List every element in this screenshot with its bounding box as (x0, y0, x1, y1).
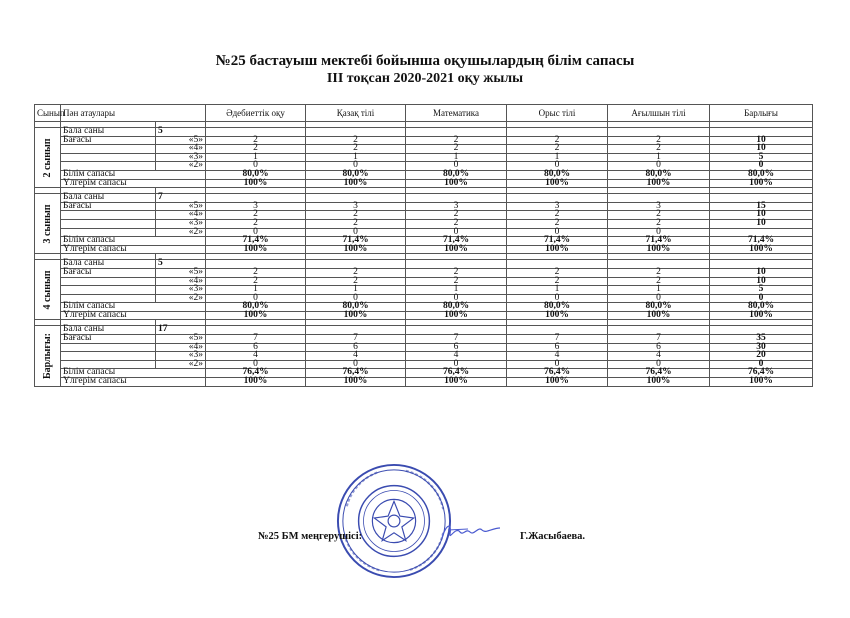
progress-value: 100% (206, 179, 306, 188)
grade-count: 0 (206, 360, 306, 369)
grade-count: 0 (507, 294, 608, 303)
row-label: Бағасы (61, 202, 156, 211)
quality-value: 80,0% (608, 303, 710, 312)
class-name: 3 сынып (41, 204, 53, 244)
progress-value: 100% (608, 179, 710, 188)
progress-value: 100% (507, 179, 608, 188)
grade-count: 1 (608, 153, 710, 162)
grade-count: 2 (206, 277, 306, 286)
class-label (35, 128, 61, 188)
quality-value: 71,4% (206, 237, 306, 246)
table-row (35, 277, 813, 286)
grade-count: 0 (206, 228, 306, 237)
table-row (35, 326, 813, 335)
grade-label: «5» (156, 202, 206, 211)
grade-label: «2» (156, 228, 206, 237)
table-row (35, 237, 813, 246)
grade-label: «2» (156, 294, 206, 303)
row-label (61, 286, 156, 295)
class-name: Барлығы: (41, 333, 53, 380)
row-label: Бала саны (61, 194, 156, 203)
quality-value: 80,0% (710, 303, 813, 312)
row-label: Бағасы (61, 268, 156, 277)
grade-count: 6 (507, 343, 608, 352)
grade-count: 2 (608, 219, 710, 228)
count-value: 5 (156, 128, 206, 137)
grade-count: 2 (507, 136, 608, 145)
grade-count: 4 (608, 352, 710, 361)
quality-value: 80,0% (507, 170, 608, 179)
grade-count: 0 (306, 294, 406, 303)
header-cell: Пән атаулары (61, 105, 206, 122)
official-stamp (335, 462, 453, 580)
quality-value: 76,4% (608, 369, 710, 378)
quality-value: 80,0% (306, 303, 406, 312)
report-subtitle: III тоқсан 2020-2021 оқу жылы (326, 71, 524, 86)
grade-count: 20 (710, 352, 813, 361)
grade-count: 0 (206, 294, 306, 303)
header-cell: Қазақ тілі (306, 105, 406, 122)
grade-count: 3 (306, 202, 406, 211)
grade-count: 2 (507, 219, 608, 228)
grade-count: 3 (608, 202, 710, 211)
table-row (35, 145, 813, 154)
table-row (35, 335, 813, 344)
grade-count: 2 (608, 145, 710, 154)
quality-value: 80,0% (710, 170, 813, 179)
row-label: Үлгерім сапасы (61, 311, 206, 320)
grade-count: 6 (406, 343, 507, 352)
table-row (35, 360, 813, 369)
grade-count: 0 (608, 360, 710, 369)
grade-count: 4 (306, 352, 406, 361)
grade-count: 6 (306, 343, 406, 352)
grade-label: «5» (156, 268, 206, 277)
progress-value: 100% (206, 245, 306, 254)
class-name: 2 сынып (41, 138, 53, 178)
grades-table (34, 104, 813, 387)
grade-count: 0 (206, 162, 306, 171)
table-row (35, 286, 813, 295)
grade-count: 15 (710, 202, 813, 211)
row-label: Бала саны (61, 128, 156, 137)
progress-value: 100% (206, 378, 306, 387)
footer-org: №25 БМ меңгерушісі: (258, 531, 363, 542)
grade-count: 7 (608, 335, 710, 344)
row-label: Білім сапасы (61, 369, 206, 378)
grade-count: 2 (608, 268, 710, 277)
grade-count: 1 (206, 153, 306, 162)
table-row (35, 202, 813, 211)
table-row (35, 245, 813, 254)
footer-name: Г.Жасыбаева. (520, 531, 586, 542)
grade-count: 0 (608, 228, 710, 237)
grade-count: 2 (306, 219, 406, 228)
grade-count: 0 (306, 360, 406, 369)
row-label (61, 343, 156, 352)
row-label: Бағасы (61, 335, 156, 344)
grade-count: 2 (507, 145, 608, 154)
grade-label: «4» (156, 277, 206, 286)
quality-value: 80,0% (507, 303, 608, 312)
progress-value: 100% (608, 311, 710, 320)
grade-count: 0 (406, 228, 507, 237)
header-cell: Орыс тілі (507, 105, 608, 122)
progress-value: 100% (710, 245, 813, 254)
quality-value: 80,0% (206, 170, 306, 179)
table-row (35, 128, 813, 137)
grade-count: 2 (206, 136, 306, 145)
grade-count: 2 (507, 277, 608, 286)
grade-count: 1 (406, 153, 507, 162)
progress-value: 100% (710, 179, 813, 188)
grade-count: 0 (406, 360, 507, 369)
grade-count: 1 (507, 286, 608, 295)
quality-value: 80,0% (206, 303, 306, 312)
grade-count: 1 (306, 153, 406, 162)
row-label: Бағасы (61, 136, 156, 145)
table-row (35, 219, 813, 228)
grade-count: 6 (608, 343, 710, 352)
grade-count: 2 (406, 211, 507, 220)
quality-value: 71,4% (507, 237, 608, 246)
grade-count: 0 (608, 162, 710, 171)
progress-value: 100% (507, 245, 608, 254)
progress-value: 100% (406, 245, 507, 254)
grade-count: 2 (206, 145, 306, 154)
grade-count: 7 (507, 335, 608, 344)
grade-count: 2 (306, 145, 406, 154)
row-label (61, 211, 156, 220)
signature (438, 520, 503, 544)
grade-count: 5 (710, 153, 813, 162)
table-row (35, 211, 813, 220)
header-cell: Әдебиеттік оқу (206, 105, 306, 122)
grade-label: «5» (156, 335, 206, 344)
grade-count: 1 (608, 286, 710, 295)
quality-value: 80,0% (608, 170, 710, 179)
grade-count: 10 (710, 136, 813, 145)
quality-value: 80,0% (406, 303, 507, 312)
header-cell: Барлығы (710, 105, 813, 122)
header-cell: Сынып (35, 105, 61, 122)
quality-value: 80,0% (406, 170, 507, 179)
grade-label: «2» (156, 162, 206, 171)
table-row (35, 311, 813, 320)
row-label (61, 277, 156, 286)
grade-count: 7 (406, 335, 507, 344)
grade-count: 10 (710, 211, 813, 220)
grade-count: 2 (608, 136, 710, 145)
grade-count: 5 (710, 286, 813, 295)
grade-count: 2 (306, 277, 406, 286)
grade-count: 3 (206, 202, 306, 211)
progress-value: 100% (406, 378, 507, 387)
progress-value: 100% (710, 378, 813, 387)
grade-label: «2» (156, 360, 206, 369)
quality-value: 80,0% (306, 170, 406, 179)
grade-count: 10 (710, 277, 813, 286)
quality-value: 71,4% (710, 237, 813, 246)
table-row (35, 294, 813, 303)
table-row (35, 179, 813, 188)
quality-value: 71,4% (306, 237, 406, 246)
grade-count: 2 (406, 136, 507, 145)
row-label (61, 219, 156, 228)
table-header-row (35, 105, 813, 122)
grade-count: 0 (710, 360, 813, 369)
header-cell: Математика (406, 105, 507, 122)
grade-count: 0 (507, 228, 608, 237)
progress-value: 100% (608, 245, 710, 254)
quality-value: 71,4% (406, 237, 507, 246)
table-row (35, 153, 813, 162)
report-title: №25 бастауыш мектебі бойынша оқушылардың білім сапасы (215, 53, 635, 69)
count-value: 7 (156, 194, 206, 203)
grade-count: 30 (710, 343, 813, 352)
grade-label: «3» (156, 286, 206, 295)
table-row (35, 136, 813, 145)
row-label: Үлгерім сапасы (61, 378, 206, 387)
grade-count: 1 (406, 286, 507, 295)
grade-count: 2 (608, 211, 710, 220)
grade-count: 0 (710, 162, 813, 171)
grade-count: 4 (206, 352, 306, 361)
grade-label: «3» (156, 153, 206, 162)
row-label (61, 145, 156, 154)
grade-count: 2 (406, 219, 507, 228)
row-label: Үлгерім сапасы (61, 245, 206, 254)
grade-count: 2 (406, 268, 507, 277)
quality-value: 76,4% (206, 369, 306, 378)
count-value: 5 (156, 260, 206, 269)
grade-count: 10 (710, 145, 813, 154)
table-row (35, 170, 813, 179)
table-row (35, 352, 813, 361)
table-row (35, 343, 813, 352)
row-label: Бала саны (61, 326, 156, 335)
row-label: Үлгерім сапасы (61, 179, 206, 188)
grade-count: 10 (710, 268, 813, 277)
row-label: Білім сапасы (61, 237, 206, 246)
grade-count: 3 (406, 202, 507, 211)
grade-count: 6 (206, 343, 306, 352)
grade-count: 35 (710, 335, 813, 344)
class-label (35, 326, 61, 386)
grade-count: 10 (710, 219, 813, 228)
table-row (35, 162, 813, 171)
class-label (35, 260, 61, 320)
grade-count: 2 (608, 277, 710, 286)
table-row (35, 303, 813, 312)
row-label (61, 153, 156, 162)
grade-count: 0 (306, 228, 406, 237)
progress-value: 100% (406, 311, 507, 320)
quality-value: 71,4% (608, 237, 710, 246)
grade-count: 0 (608, 294, 710, 303)
grade-count: 4 (406, 352, 507, 361)
progress-value: 100% (306, 311, 406, 320)
quality-value: 76,4% (710, 369, 813, 378)
grade-count: 0 (306, 162, 406, 171)
grade-count: 4 (507, 352, 608, 361)
table-row (35, 369, 813, 378)
grade-count: 2 (406, 277, 507, 286)
grade-label: «4» (156, 343, 206, 352)
grade-count: 2 (206, 211, 306, 220)
table-row (35, 378, 813, 387)
grade-count: 3 (507, 202, 608, 211)
grade-count: 0 (710, 294, 813, 303)
progress-value: 100% (507, 311, 608, 320)
progress-value: 100% (206, 311, 306, 320)
grade-count: 0 (507, 162, 608, 171)
grade-count: 1 (507, 153, 608, 162)
table-row (35, 194, 813, 203)
grade-count: 2 (306, 268, 406, 277)
grade-count: 2 (406, 145, 507, 154)
progress-value: 100% (306, 179, 406, 188)
progress-value: 100% (710, 311, 813, 320)
progress-value: 100% (608, 378, 710, 387)
grade-count: 2 (507, 268, 608, 277)
grade-count: 7 (206, 335, 306, 344)
quality-value: 76,4% (507, 369, 608, 378)
grade-count: 0 (507, 360, 608, 369)
row-label: Білім сапасы (61, 170, 206, 179)
grade-label: «3» (156, 219, 206, 228)
row-label: Білім сапасы (61, 303, 206, 312)
grade-count: 2 (206, 219, 306, 228)
table-row (35, 260, 813, 269)
progress-value: 100% (306, 378, 406, 387)
grade-count: 0 (406, 294, 507, 303)
class-label (35, 194, 61, 254)
quality-value: 76,4% (406, 369, 507, 378)
row-label: Бала саны (61, 260, 156, 269)
progress-value: 100% (507, 378, 608, 387)
grade-count: 2 (306, 136, 406, 145)
row-label (61, 352, 156, 361)
grade-count: 7 (306, 335, 406, 344)
grade-label: «4» (156, 145, 206, 154)
grade-count: 1 (206, 286, 306, 295)
progress-value: 100% (306, 245, 406, 254)
grade-label: «4» (156, 211, 206, 220)
grade-count: 1 (306, 286, 406, 295)
count-value: 17 (156, 326, 206, 335)
grade-label: «3» (156, 352, 206, 361)
quality-value: 76,4% (306, 369, 406, 378)
grade-label: «5» (156, 136, 206, 145)
grade-count: 2 (507, 211, 608, 220)
header-cell: Ағылшын тілі (608, 105, 710, 122)
grade-count: 0 (406, 162, 507, 171)
class-name: 4 сынып (41, 270, 53, 310)
grade-count: 2 (306, 211, 406, 220)
table-row (35, 268, 813, 277)
grade-count: 2 (206, 268, 306, 277)
table-row (35, 228, 813, 237)
progress-value: 100% (406, 179, 507, 188)
